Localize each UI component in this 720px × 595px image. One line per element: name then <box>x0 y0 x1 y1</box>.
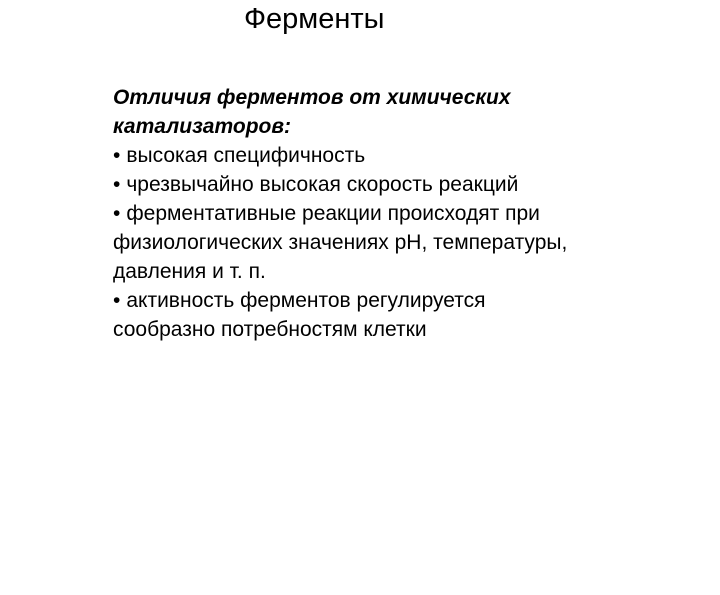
bullet-text-continuation: физиологических значениях pH, температуры, <box>113 231 568 254</box>
bullet-text-continuation: давления и т. п. <box>113 260 266 283</box>
bullet-marker: • <box>113 202 121 225</box>
heading-line: Отличия ферментов от химических <box>113 86 511 109</box>
content-heading <box>113 83 703 141</box>
bullet-text: ферментативные реакции происходят при <box>126 202 540 225</box>
bullet-marker: • <box>113 289 121 312</box>
bullet-item <box>113 286 703 344</box>
heading-line: катализаторов: <box>113 115 292 138</box>
bullet-item <box>113 199 703 286</box>
bullet-marker: • <box>113 144 121 167</box>
bullet-list <box>113 141 703 344</box>
bullet-marker: • <box>113 173 121 196</box>
bullet-text-continuation: сообразно потребностям клетки <box>113 318 427 341</box>
bullet-item <box>113 141 703 170</box>
bullet-text: высокая специфичность <box>126 144 366 167</box>
bullet-text: активность ферментов регулируется <box>126 289 486 312</box>
slide-title: Ферменты <box>244 3 385 35</box>
bullet-item <box>113 170 703 199</box>
bullet-text: чрезвычайно высокая скорость реакций <box>126 173 519 196</box>
slide-content <box>113 83 703 344</box>
